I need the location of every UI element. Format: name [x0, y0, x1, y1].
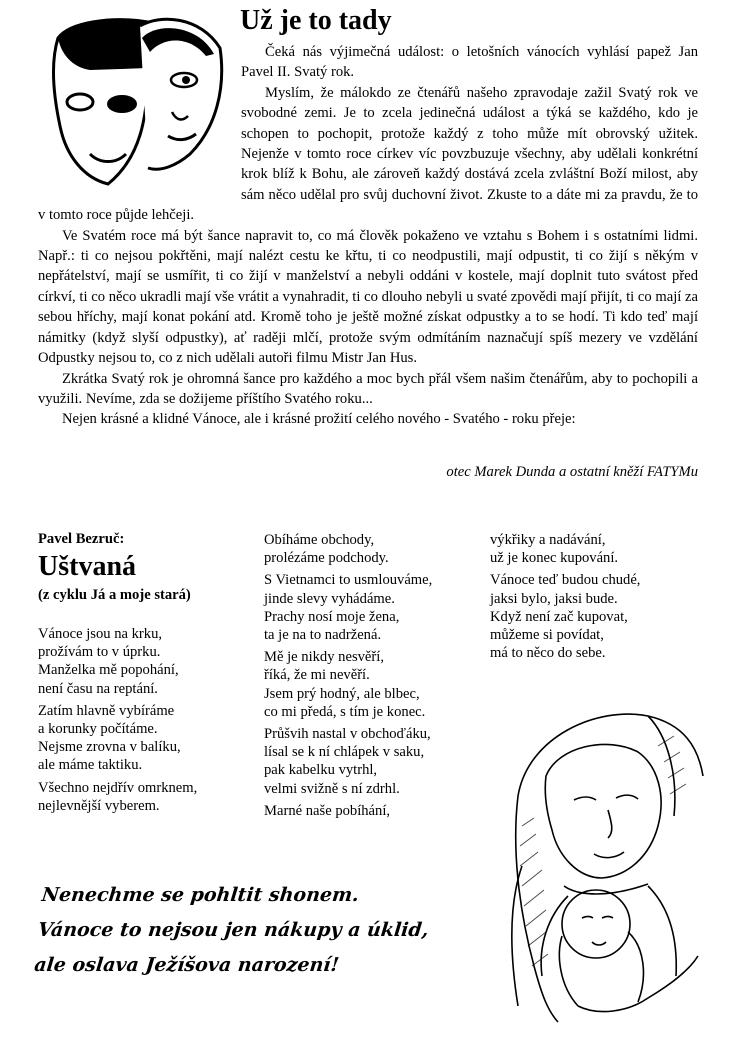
article-paragraph: Nejen krásné a klidné Vánoce, ale i krásné prožití celého nového - Svatého - roku přeje: — [62, 411, 576, 428]
verse: co mi předá, s tím je konec. — [264, 703, 426, 720]
verse: Mě je nikdy nesvěří, — [264, 649, 384, 666]
verse: má to něco do sebe. — [490, 645, 606, 662]
verse: prolézáme podchody. — [264, 550, 389, 567]
poem-title: Uštvaná — [38, 551, 137, 582]
slogan-line: Nenechme se pohltit shonem. — [40, 884, 361, 906]
verse: lísal se k ní chlápek v saku, — [264, 744, 425, 761]
verse: Když není zač kupovat, — [490, 608, 628, 625]
stanza — [38, 625, 258, 698]
verse: nejlevnější vyberem. — [38, 797, 160, 814]
stanza — [38, 779, 258, 815]
stanza — [264, 571, 484, 644]
article-title: Už je to tady — [240, 5, 392, 36]
float-spacer — [38, 42, 241, 194]
verse: výkřiky a nadávání, — [490, 532, 606, 548]
article-paragraph: Čeká nás výjimečná událost: o letošních vánocích vyhlásí papež Jan Pavel II. Svatý rok. — [241, 44, 698, 81]
poem-column-2 — [264, 531, 484, 824]
verse: Vánoce teď budou chudé, — [490, 572, 641, 589]
verse: jaksi bylo, jaksi bude. — [490, 590, 618, 607]
stanza — [264, 725, 484, 798]
verse: S Vietnamci to usmlouváme, — [264, 572, 433, 589]
verse: už je konec kupování. — [490, 550, 619, 567]
verse: Průšvih nastal v obchoďáku, — [264, 726, 431, 743]
stanza — [264, 802, 484, 820]
verse: velmi svižně s ní zdrhl. — [264, 780, 400, 797]
verse: můžeme si povídat, — [490, 627, 604, 644]
article-body — [38, 42, 698, 430]
verse: Obíháme obchody, — [264, 532, 375, 548]
poem-subtitle: (z cyklu Já a moje stará) — [38, 587, 191, 603]
stanza — [264, 648, 484, 721]
verse: a korunky počítáme. — [38, 721, 158, 738]
verse: ale máme taktiku. — [38, 757, 143, 774]
verse: pak kabelku vytrhl, — [264, 762, 378, 779]
verse: Prachy nosí moje žena, — [264, 608, 400, 625]
poem-column-3 — [490, 531, 710, 666]
verse: říká, že mi nevěří. — [264, 667, 370, 684]
article-paragraph: Ve Svatém roce má být šance napravit to, co má člověk pokaženo ve vztahu s Bohem i s ostatními lidmi. Např.: ti co nejsou pokřtěni, mají nalézt cestu ke křtu, ti co neodpustili, mají odpustit, ti co žijí s někým v nepřátelství, mají se usmířit, ti co žijí v manželství a nebyli oddáni v kostele, mají doplnit tuto svátost před církví, ti co něco ukradli mají vše vrátit a vynahradit, ti co dlouho nebyli u svaté zpovědi mají přijít, ti co mají za sebou hříchy, mají konat pokání atd. Kromě toho je ještě možné získat odpustky a to se hodí. Ti kdo teď mají námitky (když slyší odpustky), ať raději mlčí, protože svým odmítáním naznačují spíš mezery ve vzdělání Odpustky nejsou to, co z nich udělali autoři filmu Mistr Jan Hus. — [38, 227, 698, 367]
stanza — [264, 531, 484, 567]
verse: prožívám to v úprku. — [38, 644, 161, 661]
verse: Zatím hlavně vybíráme — [38, 702, 175, 719]
verse: ta je na to nadržená. — [264, 627, 382, 644]
verse: Všechno nejdřív omrknem, — [38, 779, 198, 796]
poem-column-1 — [38, 625, 258, 819]
article-paragraph: Myslím, že málokdo ze čtenářů našeho zpravodaje zažil Svatý rok ve svobodné zemi. Je to zcela jedinečná událost a týká se každého, kdo je schopen to pochopit, protože každý z toho může mít obrovský užitek. Nejenže v tomto roce církev víc povzbuzuje všechny, aby udělali konkrétní krok blíž k Bohu, ale zároveň každý dostává zcela zvláštní Boží milost, aby sám něco udělal pro svůj duchovní život. Zkuste to a dáte mi za pravdu, že to v tomto roce půjde lehčeji. — [38, 84, 698, 224]
slogan-line: ale oslava Ježíšova narození! — [33, 954, 341, 976]
verse: jinde slevy vyhádáme. — [264, 590, 395, 607]
verse: Marné naše pobíhání, — [264, 802, 391, 819]
verse: Nejsme zrovna v balíku, — [38, 739, 181, 756]
article-signature: otec Marek Dunda a ostatní kněží FATYMu — [446, 464, 698, 480]
stanza — [490, 531, 710, 567]
slogan — [32, 878, 473, 983]
verse: Manželka mě popohání, — [38, 662, 179, 679]
verse: Vánoce jsou na krku, — [38, 626, 163, 642]
verse: není času na reptání. — [38, 680, 158, 697]
article-paragraph: Zkrátka Svatý rok je ohromná šance pro každého a moc bych přál všem našim čtenářům, aby to pochopili a využili. Nevíme, zda se dožijeme příštího Svatého roku... — [38, 370, 698, 407]
slogan-line: Vánoce to nejsou jen nákupy a úklid, — [36, 919, 430, 941]
stanza — [38, 702, 258, 775]
madonna-and-child-illustration — [498, 706, 713, 1024]
verse: Jsem prý hodný, ale blbec, — [264, 685, 420, 702]
stanza — [490, 571, 710, 662]
poem-author: Pavel Bezruč: — [38, 531, 125, 547]
